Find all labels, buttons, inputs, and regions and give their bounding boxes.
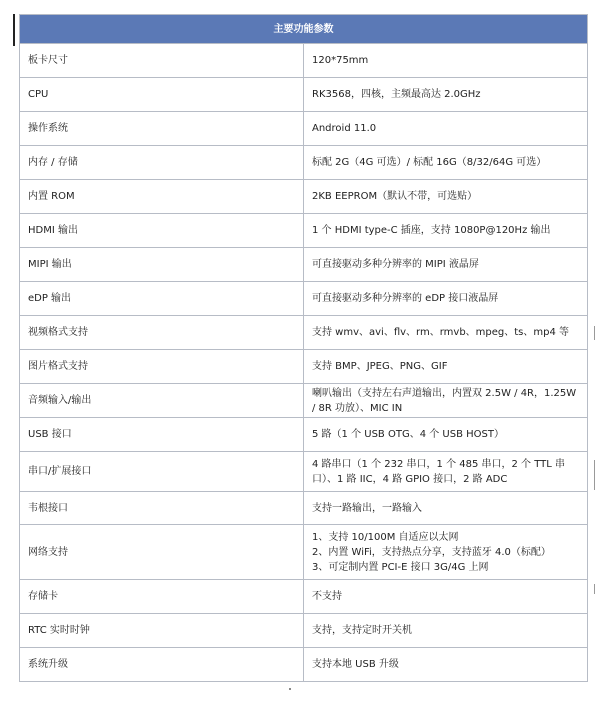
row-key: eDP 输出: [20, 282, 304, 316]
row-value: 支持，支持定时开关机: [304, 614, 588, 648]
network-line: 3、可定制内置 PCI-E 接口 3G/4G 上网: [312, 561, 489, 573]
row-value: 支持 BMP、JPEG、PNG、GIF: [304, 350, 588, 384]
row-value: 120*75mm: [304, 44, 588, 78]
row-value: 可直接驱动多种分辨率的 MIPI 液晶屏: [304, 248, 588, 282]
row-value: 5 路（1 个 USB OTG、4 个 USB HOST）: [304, 418, 588, 452]
row-value: 支持 wmv、avi、flv、rm、rmvb、mpeg、ts、mp4 等: [304, 316, 588, 350]
left-margin-rule: [13, 14, 15, 46]
row-key: 存储卡: [20, 580, 304, 614]
table-row: [20, 214, 588, 248]
table-row: [20, 492, 588, 525]
row-key: 视频格式支持: [20, 316, 304, 350]
row-value: 支持一路输出，一路输入: [304, 492, 588, 525]
row-value: 不支持: [304, 580, 588, 614]
table-row: [20, 525, 588, 580]
row-key: 图片格式支持: [20, 350, 304, 384]
table-row: [20, 44, 588, 78]
row-value: [304, 525, 588, 580]
row-key: 内置 ROM: [20, 180, 304, 214]
row-value: 喇叭输出（支持左右声道输出，内置双 2.5W / 4R，1.25W / 8R 功放）、MIC IN: [304, 384, 588, 418]
row-value: 支持本地 USB 升级: [304, 648, 588, 682]
table-row: [20, 78, 588, 112]
row-key: 系统升级: [20, 648, 304, 682]
table-header-row: [20, 15, 588, 44]
table-row: [20, 112, 588, 146]
table-row: [20, 248, 588, 282]
row-value: 2KB EEPROM（默认不带，可选贴）: [304, 180, 588, 214]
row-key: RTC 实时时钟: [20, 614, 304, 648]
page-mark: [289, 688, 291, 690]
network-line: 1、支持 10/100M 自适应以太网: [312, 531, 459, 543]
table-row: [20, 180, 588, 214]
row-key: 内存 / 存储: [20, 146, 304, 180]
row-value: Android 11.0: [304, 112, 588, 146]
table-row: [20, 384, 588, 418]
row-key: 操作系统: [20, 112, 304, 146]
row-value: 1 个 HDMI type-C 插座，支持 1080P@120Hz 输出: [304, 214, 588, 248]
table-row: [20, 418, 588, 452]
table-row: [20, 452, 588, 492]
table-row: [20, 614, 588, 648]
table-row: [20, 146, 588, 180]
network-line: 2、内置 WiFi，支持热点分享，支持蓝牙 4.0（标配）: [312, 546, 551, 558]
row-key: USB 接口: [20, 418, 304, 452]
spec-table: [19, 14, 588, 682]
table-row: [20, 648, 588, 682]
right-margin-tick: [594, 326, 595, 340]
row-key: 音频输入/输出: [20, 384, 304, 418]
row-key: 板卡尺寸: [20, 44, 304, 78]
table-row: [20, 316, 588, 350]
row-value: RK3568，四核，主频最高达 2.0GHz: [304, 78, 588, 112]
table-row: [20, 580, 588, 614]
row-key: 串口/扩展接口: [20, 452, 304, 492]
row-value: 4 路串口（1 个 232 串口，1 个 485 串口，2 个 TTL 串口）、1 路 IIC，4 路 GPIO 接口，2 路 ADC: [304, 452, 588, 492]
row-key: 韦根接口: [20, 492, 304, 525]
row-key: CPU: [20, 78, 304, 112]
table-header: 主要功能参数: [20, 15, 588, 44]
row-value: 标配 2G（4G 可选）/ 标配 16G（8/32/64G 可选）: [304, 146, 588, 180]
table-row: [20, 282, 588, 316]
row-key: 网络支持: [20, 525, 304, 580]
row-key: MIPI 输出: [20, 248, 304, 282]
right-margin-tick: [594, 584, 595, 594]
table-row: [20, 350, 588, 384]
row-key: HDMI 输出: [20, 214, 304, 248]
right-margin-tick: [594, 460, 595, 490]
row-value: 可直接驱动多种分辨率的 eDP 接口液晶屏: [304, 282, 588, 316]
